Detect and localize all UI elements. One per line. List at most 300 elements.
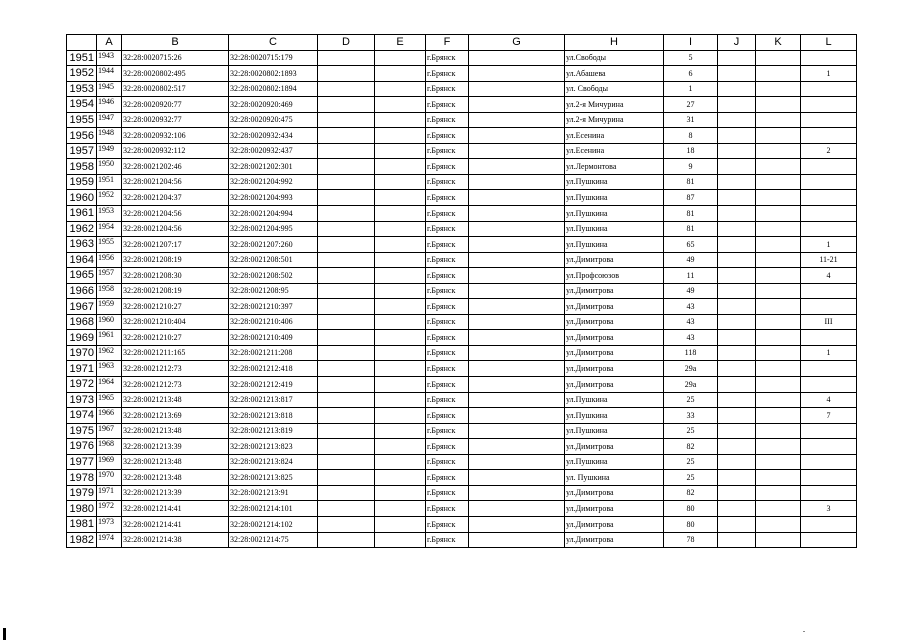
cell-k[interactable] xyxy=(756,485,801,501)
cell-b[interactable]: 32:28:0021211:165 xyxy=(122,345,229,361)
cell-f[interactable]: г.Брянск xyxy=(426,423,469,439)
cell-g[interactable] xyxy=(469,501,565,517)
cell-j[interactable] xyxy=(718,314,756,330)
cell-e[interactable] xyxy=(375,470,426,486)
cell-f[interactable]: г.Брянск xyxy=(426,330,469,346)
cell-f[interactable]: г.Брянск xyxy=(426,221,469,237)
cell-b[interactable]: 32:28:0021204:37 xyxy=(122,190,229,206)
cell-i[interactable]: 11 xyxy=(664,268,718,284)
cell-j[interactable] xyxy=(718,50,756,66)
row-number-header[interactable]: 1963 xyxy=(67,237,97,253)
cell-f[interactable]: г.Брянск xyxy=(426,112,469,128)
cell-h[interactable]: ул.Димитрова xyxy=(565,283,664,299)
cell-j[interactable] xyxy=(718,66,756,82)
cell-j[interactable] xyxy=(718,408,756,424)
cell-e[interactable] xyxy=(375,439,426,455)
cell-f[interactable]: г.Брянск xyxy=(426,532,469,548)
cell-c[interactable]: 32:28:0021208:502 xyxy=(229,268,318,284)
cell-c[interactable]: 32:28:0021212:418 xyxy=(229,361,318,377)
cell-l[interactable]: 1 xyxy=(801,237,857,253)
cell-i[interactable]: 49 xyxy=(664,252,718,268)
cell-d[interactable] xyxy=(318,237,375,253)
row-number-header[interactable]: 1974 xyxy=(67,408,97,424)
cell-e[interactable] xyxy=(375,454,426,470)
cell-i[interactable]: 1 xyxy=(664,81,718,97)
cell-e[interactable] xyxy=(375,377,426,393)
cell-d[interactable] xyxy=(318,283,375,299)
cell-l[interactable] xyxy=(801,532,857,548)
cell-d[interactable] xyxy=(318,66,375,82)
cell-e[interactable] xyxy=(375,485,426,501)
cell-c[interactable]: 32:28:0020802:1894 xyxy=(229,81,318,97)
cell-d[interactable] xyxy=(318,423,375,439)
cell-a[interactable]: 1964 xyxy=(97,377,122,393)
cell-k[interactable] xyxy=(756,532,801,548)
cell-c[interactable]: 32:28:0020802:1893 xyxy=(229,66,318,82)
cell-h[interactable]: ул.Пушкина xyxy=(565,174,664,190)
cell-g[interactable] xyxy=(469,485,565,501)
cell-b[interactable]: 32:28:0021212:73 xyxy=(122,361,229,377)
cell-d[interactable] xyxy=(318,81,375,97)
cell-l[interactable]: 1 xyxy=(801,345,857,361)
cell-b[interactable]: 32:28:0021213:39 xyxy=(122,485,229,501)
cell-g[interactable] xyxy=(469,439,565,455)
cell-l[interactable]: 2 xyxy=(801,143,857,159)
cell-g[interactable] xyxy=(469,283,565,299)
cell-j[interactable] xyxy=(718,97,756,113)
cell-f[interactable]: г.Брянск xyxy=(426,470,469,486)
cell-i[interactable]: 81 xyxy=(664,221,718,237)
cell-f[interactable]: г.Брянск xyxy=(426,66,469,82)
cell-l[interactable] xyxy=(801,470,857,486)
cell-b[interactable]: 32:28:0021213:48 xyxy=(122,392,229,408)
cell-b[interactable]: 32:28:0021213:39 xyxy=(122,439,229,455)
cell-e[interactable] xyxy=(375,532,426,548)
cell-a[interactable]: 1947 xyxy=(97,112,122,128)
cell-e[interactable] xyxy=(375,423,426,439)
row-number-header[interactable]: 1966 xyxy=(67,283,97,299)
cell-h[interactable]: ул.Свободы xyxy=(565,50,664,66)
cell-h[interactable]: ул.Пушкина xyxy=(565,221,664,237)
cell-f[interactable]: г.Брянск xyxy=(426,485,469,501)
cell-j[interactable] xyxy=(718,377,756,393)
row-number-header[interactable]: 1958 xyxy=(67,159,97,175)
cell-d[interactable] xyxy=(318,221,375,237)
cell-b[interactable]: 32:28:0021214:38 xyxy=(122,532,229,548)
cell-c[interactable]: 32:28:0021207:260 xyxy=(229,237,318,253)
cell-l[interactable] xyxy=(801,221,857,237)
cell-h[interactable]: ул.Пушкина xyxy=(565,190,664,206)
cell-l[interactable] xyxy=(801,174,857,190)
cell-b[interactable]: 32:28:0020715:26 xyxy=(122,50,229,66)
row-number-header[interactable]: 1955 xyxy=(67,112,97,128)
cell-d[interactable] xyxy=(318,143,375,159)
row-number-header[interactable]: 1962 xyxy=(67,221,97,237)
cell-j[interactable] xyxy=(718,81,756,97)
column-header[interactable]: G xyxy=(469,35,565,51)
row-number-header[interactable]: 1959 xyxy=(67,174,97,190)
cell-a[interactable]: 1972 xyxy=(97,501,122,517)
cell-j[interactable] xyxy=(718,501,756,517)
cell-c[interactable]: 32:28:0020932:434 xyxy=(229,128,318,144)
cell-f[interactable]: г.Брянск xyxy=(426,190,469,206)
cell-a[interactable]: 1956 xyxy=(97,252,122,268)
cell-l[interactable] xyxy=(801,159,857,175)
cell-c[interactable]: 32:28:0021214:75 xyxy=(229,532,318,548)
cell-g[interactable] xyxy=(469,423,565,439)
cell-i[interactable]: 8 xyxy=(664,128,718,144)
column-header[interactable]: L xyxy=(801,35,857,51)
row-number-header[interactable]: 1953 xyxy=(67,81,97,97)
cell-f[interactable]: г.Брянск xyxy=(426,97,469,113)
row-number-header[interactable]: 1969 xyxy=(67,330,97,346)
cell-g[interactable] xyxy=(469,128,565,144)
cell-c[interactable]: 32:28:0021212:419 xyxy=(229,377,318,393)
cell-c[interactable]: 32:28:0021213:823 xyxy=(229,439,318,455)
cell-f[interactable]: г.Брянск xyxy=(426,501,469,517)
cell-c[interactable]: 32:28:0021213:824 xyxy=(229,454,318,470)
cell-e[interactable] xyxy=(375,50,426,66)
cell-i[interactable]: 43 xyxy=(664,330,718,346)
cell-h[interactable]: ул.Димитрова xyxy=(565,314,664,330)
cell-l[interactable] xyxy=(801,50,857,66)
cell-e[interactable] xyxy=(375,299,426,315)
cell-c[interactable]: 32:28:0020920:475 xyxy=(229,112,318,128)
cell-f[interactable]: г.Брянск xyxy=(426,392,469,408)
cell-e[interactable] xyxy=(375,516,426,532)
cell-e[interactable] xyxy=(375,159,426,175)
cell-b[interactable]: 32:28:0020802:517 xyxy=(122,81,229,97)
cell-i[interactable]: 25 xyxy=(664,470,718,486)
cell-e[interactable] xyxy=(375,221,426,237)
cell-i[interactable]: 25 xyxy=(664,454,718,470)
cell-k[interactable] xyxy=(756,66,801,82)
cell-i[interactable]: 118 xyxy=(664,345,718,361)
cell-c[interactable]: 32:28:0020932:437 xyxy=(229,143,318,159)
cell-e[interactable] xyxy=(375,361,426,377)
cell-a[interactable]: 1963 xyxy=(97,361,122,377)
cell-b[interactable]: 32:28:0020932:106 xyxy=(122,128,229,144)
cell-d[interactable] xyxy=(318,470,375,486)
cell-f[interactable]: г.Брянск xyxy=(426,159,469,175)
row-number-header[interactable]: 1973 xyxy=(67,392,97,408)
cell-h[interactable]: ул.Пушкина xyxy=(565,423,664,439)
cell-f[interactable]: г.Брянск xyxy=(426,50,469,66)
cell-b[interactable]: 32:28:0021204:56 xyxy=(122,221,229,237)
cell-i[interactable]: 29а xyxy=(664,361,718,377)
column-header[interactable]: J xyxy=(718,35,756,51)
cell-b[interactable]: 32:28:0021207:17 xyxy=(122,237,229,253)
cell-c[interactable]: 32:28:0021210:409 xyxy=(229,330,318,346)
cell-j[interactable] xyxy=(718,299,756,315)
row-number-header[interactable]: 1951 xyxy=(67,50,97,66)
row-number-header[interactable]: 1960 xyxy=(67,190,97,206)
cell-c[interactable]: 32:28:0021204:995 xyxy=(229,221,318,237)
cell-l[interactable] xyxy=(801,81,857,97)
cell-j[interactable] xyxy=(718,516,756,532)
cell-l[interactable]: 3 xyxy=(801,501,857,517)
cell-e[interactable] xyxy=(375,408,426,424)
cell-h[interactable]: ул.Димитрова xyxy=(565,516,664,532)
cell-j[interactable] xyxy=(718,143,756,159)
cell-d[interactable] xyxy=(318,485,375,501)
cell-g[interactable] xyxy=(469,408,565,424)
cell-e[interactable] xyxy=(375,314,426,330)
cell-a[interactable]: 1951 xyxy=(97,174,122,190)
column-header[interactable]: B xyxy=(122,35,229,51)
cell-j[interactable] xyxy=(718,485,756,501)
cell-g[interactable] xyxy=(469,112,565,128)
column-header[interactable]: E xyxy=(375,35,426,51)
cell-j[interactable] xyxy=(718,190,756,206)
cell-j[interactable] xyxy=(718,112,756,128)
cell-f[interactable]: г.Брянск xyxy=(426,439,469,455)
cell-b[interactable]: 32:28:0021202:46 xyxy=(122,159,229,175)
cell-i[interactable]: 31 xyxy=(664,112,718,128)
cell-h[interactable]: ул.Димитрова xyxy=(565,330,664,346)
cell-d[interactable] xyxy=(318,128,375,144)
cell-l[interactable] xyxy=(801,299,857,315)
cell-a[interactable]: 1958 xyxy=(97,283,122,299)
row-number-header[interactable]: 1961 xyxy=(67,206,97,222)
cell-k[interactable] xyxy=(756,159,801,175)
cell-d[interactable] xyxy=(318,377,375,393)
cell-j[interactable] xyxy=(718,423,756,439)
cell-b[interactable]: 32:28:0020932:77 xyxy=(122,112,229,128)
cell-i[interactable]: 43 xyxy=(664,314,718,330)
cell-c[interactable]: 32:28:0020920:469 xyxy=(229,97,318,113)
cell-a[interactable]: 1962 xyxy=(97,345,122,361)
cell-d[interactable] xyxy=(318,252,375,268)
cell-b[interactable]: 32:28:0021210:27 xyxy=(122,330,229,346)
row-number-header[interactable]: 1970 xyxy=(67,345,97,361)
cell-c[interactable]: 32:28:0021213:91 xyxy=(229,485,318,501)
cell-d[interactable] xyxy=(318,299,375,315)
cell-k[interactable] xyxy=(756,174,801,190)
cell-j[interactable] xyxy=(718,361,756,377)
cell-e[interactable] xyxy=(375,392,426,408)
row-number-header[interactable]: 1975 xyxy=(67,423,97,439)
cell-g[interactable] xyxy=(469,314,565,330)
cell-l[interactable] xyxy=(801,454,857,470)
row-number-header[interactable]: 1978 xyxy=(67,470,97,486)
cell-e[interactable] xyxy=(375,97,426,113)
cell-c[interactable]: 32:28:0021213:825 xyxy=(229,470,318,486)
cell-e[interactable] xyxy=(375,268,426,284)
cell-h[interactable]: ул.Пушкина xyxy=(565,392,664,408)
cell-b[interactable]: 32:28:0021213:48 xyxy=(122,454,229,470)
cell-i[interactable]: 6 xyxy=(664,66,718,82)
cell-l[interactable] xyxy=(801,206,857,222)
cell-j[interactable] xyxy=(718,470,756,486)
cell-a[interactable]: 1960 xyxy=(97,314,122,330)
cell-f[interactable]: г.Брянск xyxy=(426,283,469,299)
cell-j[interactable] xyxy=(718,268,756,284)
cell-g[interactable] xyxy=(469,237,565,253)
row-number-header[interactable]: 1979 xyxy=(67,485,97,501)
cell-g[interactable] xyxy=(469,143,565,159)
cell-j[interactable] xyxy=(718,454,756,470)
cell-j[interactable] xyxy=(718,159,756,175)
cell-l[interactable]: 4 xyxy=(801,392,857,408)
cell-k[interactable] xyxy=(756,252,801,268)
cell-c[interactable]: 32:28:0021204:992 xyxy=(229,174,318,190)
corner-header-cell[interactable] xyxy=(67,35,97,51)
cell-c[interactable]: 32:28:0021208:501 xyxy=(229,252,318,268)
cell-e[interactable] xyxy=(375,174,426,190)
cell-f[interactable]: г.Брянск xyxy=(426,268,469,284)
cell-h[interactable]: ул.2-я Мичурина xyxy=(565,112,664,128)
cell-d[interactable] xyxy=(318,361,375,377)
cell-a[interactable]: 1953 xyxy=(97,206,122,222)
cell-d[interactable] xyxy=(318,159,375,175)
cell-j[interactable] xyxy=(718,330,756,346)
cell-d[interactable] xyxy=(318,206,375,222)
cell-i[interactable]: 5 xyxy=(664,50,718,66)
cell-g[interactable] xyxy=(469,206,565,222)
cell-f[interactable]: г.Брянск xyxy=(426,314,469,330)
cell-b[interactable]: 32:28:0021204:56 xyxy=(122,206,229,222)
cell-h[interactable]: ул.Есенина xyxy=(565,143,664,159)
cell-j[interactable] xyxy=(718,128,756,144)
cell-g[interactable] xyxy=(469,345,565,361)
cell-i[interactable]: 87 xyxy=(664,190,718,206)
cell-l[interactable] xyxy=(801,377,857,393)
column-header[interactable]: A xyxy=(97,35,122,51)
cell-e[interactable] xyxy=(375,128,426,144)
cell-h[interactable]: ул.Димитрова xyxy=(565,501,664,517)
cell-k[interactable] xyxy=(756,283,801,299)
cell-a[interactable]: 1949 xyxy=(97,143,122,159)
cell-a[interactable]: 1952 xyxy=(97,190,122,206)
cell-b[interactable]: 32:28:0021214:41 xyxy=(122,501,229,517)
cell-k[interactable] xyxy=(756,50,801,66)
cell-i[interactable]: 81 xyxy=(664,206,718,222)
cell-j[interactable] xyxy=(718,252,756,268)
cell-j[interactable] xyxy=(718,532,756,548)
cell-l[interactable]: 11-21 xyxy=(801,252,857,268)
cell-k[interactable] xyxy=(756,408,801,424)
cell-k[interactable] xyxy=(756,128,801,144)
cell-d[interactable] xyxy=(318,501,375,517)
cell-l[interactable]: 1 xyxy=(801,66,857,82)
cell-b[interactable]: 32:28:0021213:48 xyxy=(122,470,229,486)
cell-e[interactable] xyxy=(375,112,426,128)
cell-a[interactable]: 1971 xyxy=(97,485,122,501)
cell-b[interactable]: 32:28:0020920:77 xyxy=(122,97,229,113)
cell-b[interactable]: 32:28:0020802:495 xyxy=(122,66,229,82)
cell-h[interactable]: ул. Пушкина xyxy=(565,470,664,486)
row-number-header[interactable]: 1964 xyxy=(67,252,97,268)
cell-k[interactable] xyxy=(756,439,801,455)
cell-g[interactable] xyxy=(469,299,565,315)
cell-b[interactable]: 32:28:0021210:404 xyxy=(122,314,229,330)
cell-d[interactable] xyxy=(318,174,375,190)
cell-h[interactable]: ул.Абашева xyxy=(565,66,664,82)
cell-k[interactable] xyxy=(756,97,801,113)
cell-d[interactable] xyxy=(318,454,375,470)
cell-g[interactable] xyxy=(469,252,565,268)
cell-b[interactable]: 32:28:0021213:69 xyxy=(122,408,229,424)
cell-g[interactable] xyxy=(469,190,565,206)
cell-j[interactable] xyxy=(718,206,756,222)
cell-a[interactable]: 1950 xyxy=(97,159,122,175)
cell-h[interactable]: ул.Димитрова xyxy=(565,439,664,455)
cell-l[interactable] xyxy=(801,485,857,501)
cell-g[interactable] xyxy=(469,377,565,393)
cell-l[interactable]: III xyxy=(801,314,857,330)
cell-g[interactable] xyxy=(469,330,565,346)
row-number-header[interactable]: 1971 xyxy=(67,361,97,377)
cell-a[interactable]: 1973 xyxy=(97,516,122,532)
cell-e[interactable] xyxy=(375,237,426,253)
cell-f[interactable]: г.Брянск xyxy=(426,361,469,377)
cell-b[interactable]: 32:28:0021204:56 xyxy=(122,174,229,190)
cell-f[interactable]: г.Брянск xyxy=(426,206,469,222)
cell-f[interactable]: г.Брянск xyxy=(426,143,469,159)
cell-l[interactable] xyxy=(801,516,857,532)
cell-a[interactable]: 1944 xyxy=(97,66,122,82)
row-number-header[interactable]: 1965 xyxy=(67,268,97,284)
row-number-header[interactable]: 1968 xyxy=(67,314,97,330)
column-header[interactable]: I xyxy=(664,35,718,51)
cell-k[interactable] xyxy=(756,112,801,128)
cell-j[interactable] xyxy=(718,283,756,299)
cell-e[interactable] xyxy=(375,501,426,517)
cell-l[interactable] xyxy=(801,361,857,377)
cell-e[interactable] xyxy=(375,190,426,206)
row-number-header[interactable]: 1977 xyxy=(67,454,97,470)
cell-l[interactable] xyxy=(801,128,857,144)
cell-b[interactable]: 32:28:0021214:41 xyxy=(122,516,229,532)
cell-h[interactable]: ул.2-я Мичурина xyxy=(565,97,664,113)
cell-h[interactable]: ул.Есенина xyxy=(565,128,664,144)
cell-c[interactable]: 32:28:0021213:818 xyxy=(229,408,318,424)
cell-i[interactable]: 82 xyxy=(664,439,718,455)
cell-c[interactable]: 32:28:0021213:817 xyxy=(229,392,318,408)
cell-b[interactable]: 32:28:0020932:112 xyxy=(122,143,229,159)
cell-l[interactable]: 7 xyxy=(801,408,857,424)
cell-l[interactable] xyxy=(801,97,857,113)
cell-j[interactable] xyxy=(718,237,756,253)
cell-f[interactable]: г.Брянск xyxy=(426,128,469,144)
cell-i[interactable]: 80 xyxy=(664,516,718,532)
row-number-header[interactable]: 1967 xyxy=(67,299,97,315)
cell-j[interactable] xyxy=(718,174,756,190)
cell-b[interactable]: 32:28:0021208:30 xyxy=(122,268,229,284)
cell-f[interactable]: г.Брянск xyxy=(426,237,469,253)
cell-g[interactable] xyxy=(469,532,565,548)
cell-l[interactable] xyxy=(801,439,857,455)
cell-d[interactable] xyxy=(318,408,375,424)
cell-a[interactable]: 1959 xyxy=(97,299,122,315)
cell-d[interactable] xyxy=(318,50,375,66)
cell-a[interactable]: 1966 xyxy=(97,408,122,424)
cell-h[interactable]: ул.Пушкина xyxy=(565,454,664,470)
cell-b[interactable]: 32:28:0021208:19 xyxy=(122,283,229,299)
cell-g[interactable] xyxy=(469,392,565,408)
cell-k[interactable] xyxy=(756,470,801,486)
cell-k[interactable] xyxy=(756,330,801,346)
cell-k[interactable] xyxy=(756,361,801,377)
cell-i[interactable]: 18 xyxy=(664,143,718,159)
cell-k[interactable] xyxy=(756,516,801,532)
cell-e[interactable] xyxy=(375,345,426,361)
cell-h[interactable]: ул.Димитрова xyxy=(565,485,664,501)
cell-i[interactable]: 81 xyxy=(664,174,718,190)
cell-d[interactable] xyxy=(318,268,375,284)
cell-c[interactable]: 32:28:0021214:102 xyxy=(229,516,318,532)
